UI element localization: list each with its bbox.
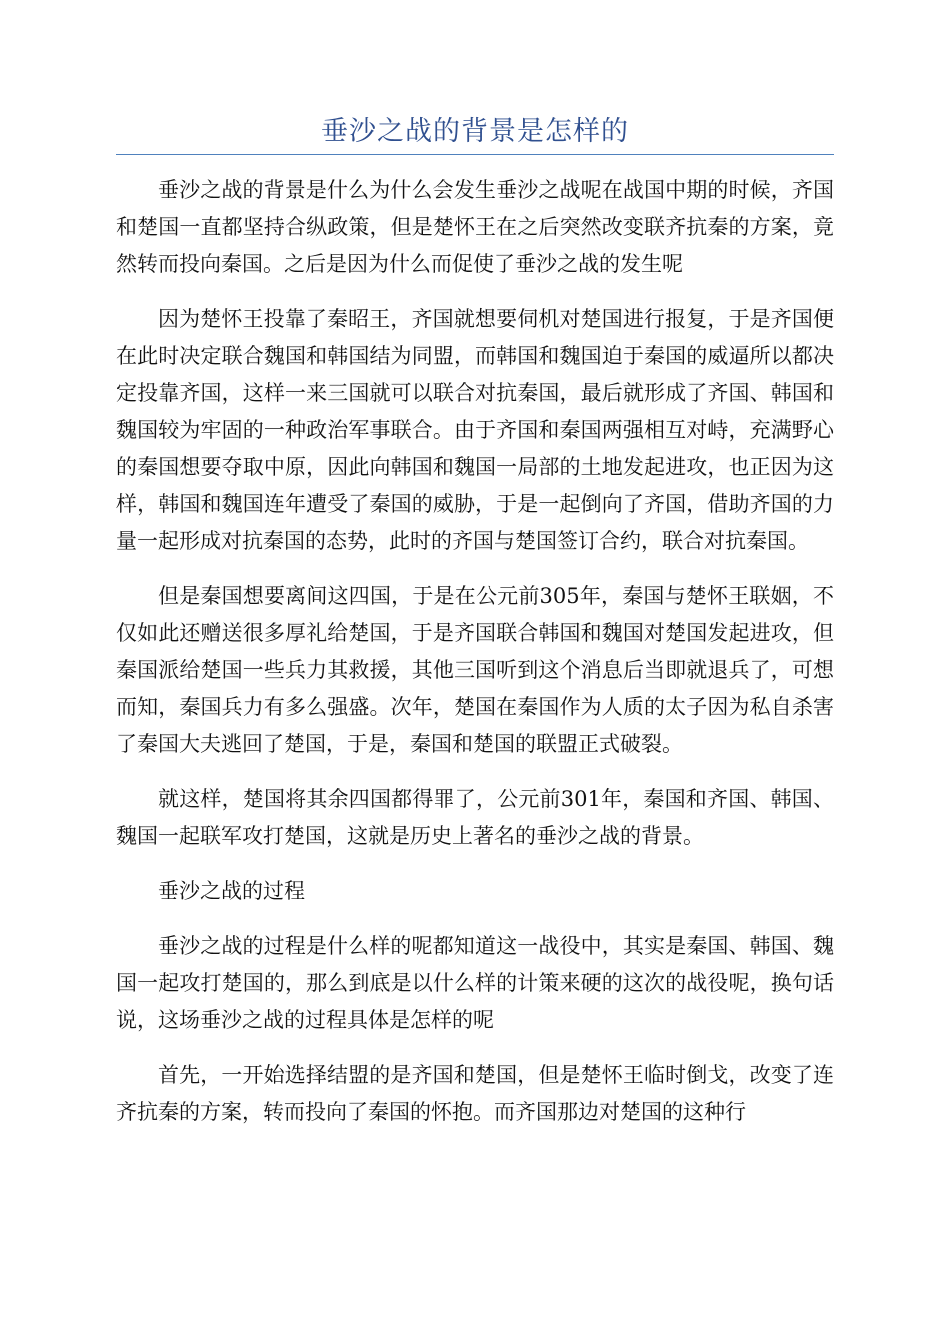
paragraph-background-conclusion: 就这样，楚国将其余四国都得罪了，公元前301年，秦国和齐国、韩国、魏国一起联军攻打楚国，这就是历史上著名的垂沙之战的背景。: [116, 787, 834, 848]
paragraph-alliance: 因为楚怀王投靠了秦昭王，齐国就想要伺机对楚国进行报复，于是齐国便在此时决定联合魏国和韩国结为同盟，而韩国和魏国迫于秦国的威逼所以都决定投靠齐国，这样一来三国就可以联合对抗秦国，最后就形成了齐国、韩国和魏国较为牢固的一种政治军事联合。由于齐国和秦国两强相互对峙，充满野心的秦国想要夺取中原，因此向韩国和魏国一局部的土地发起进攻，也正因为这样，韩国和魏国连年遭受了秦国的威胁，于是一起倒向了齐国，借助齐国的力量一起形成对抗秦国的态势，此时的齐国与楚国签订合约，联合对抗秦国。: [116, 307, 834, 553]
document-body: [116, 172, 834, 1149]
paragraph-qin-marriage: 但是秦国想要离间这四国，于是在公元前305年，秦国与楚怀王联姻，不仅如此还赠送很多厚礼给楚国，于是齐国联合韩国和魏国对楚国发起进攻，但秦国派给楚国一些兵力其救援，其他三国听到这个消息后当即就退兵了，可想而知，秦国兵力有多么强盛。次年，楚国在秦国作为人质的太子因为私自杀害了秦国大夫逃回了楚国，于是，秦国和楚国的联盟正式破裂。: [116, 584, 834, 756]
title-underline-divider: [116, 154, 834, 155]
document-title: 垂沙之战的背景是怎样的: [321, 116, 629, 147]
paragraph-background-intro: 垂沙之战的背景是什么为什么会发生垂沙之战呢在战国中期的时候，齐国和楚国一直都坚持合纵政策，但是楚怀王在之后突然改变联齐抗秦的方案，竟然转而投向秦国。之后是因为什么而促使了垂沙之战的发生呢: [116, 178, 834, 276]
paragraph-process-first: 首先，一开始选择结盟的是齐国和楚国，但是楚怀王临时倒戈，改变了连齐抗秦的方案，转而投向了秦国的怀抱。而齐国那边对楚国的这种行: [116, 1063, 834, 1124]
paragraph-process-intro: 垂沙之战的过程是什么样的呢都知道这一战役中，其实是秦国、韩国、魏国一起攻打楚国的，那么到底是以什么样的计策来硬的这次的战役呢，换句话说，这场垂沙之战的过程具体是怎样的呢: [116, 934, 834, 1032]
section-heading-process: 垂沙之战的过程: [158, 879, 305, 903]
